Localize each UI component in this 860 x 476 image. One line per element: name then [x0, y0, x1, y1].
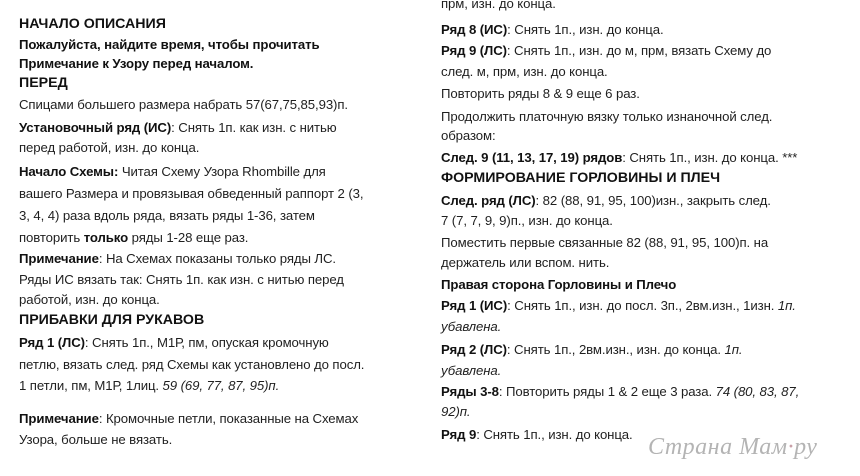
next-row-label: След. ряд (ЛС) — [441, 193, 536, 208]
next-9-rows-line — [441, 149, 797, 166]
front-heading: ПЕРЕД — [19, 75, 68, 91]
chart-line-4-emphasis: только — [83, 230, 129, 245]
chart-line-4-c: ряды 1-28 еще раз. — [128, 230, 249, 245]
next-row-line — [441, 192, 771, 209]
row-9-label: Ряд 9 (ЛС) — [441, 43, 507, 58]
chart-line-3: 3, 4, 4) раза вдоль ряда, вязать ряды 1-36, затем — [19, 208, 315, 223]
r3-8-line — [441, 383, 799, 400]
r3-8-text: : Повторить ряды 1 & 2 еще 3 раза. — [498, 384, 716, 399]
r3-8-count: 74 (80, 83, 87, — [715, 384, 800, 399]
next-9-rows-label: След. 9 (11, 13, 17, 19) рядов — [441, 150, 623, 165]
top-partial-line: прм, изн. до конца. — [441, 0, 556, 11]
row-1-line-3-a: 1 петли, пм, М1Р, 1лиц. — [19, 378, 163, 393]
hold-line-2: держатель или вспом. нить. — [441, 255, 610, 270]
note-2-label: Примечание — [19, 411, 99, 426]
setup-row-text: : Снять 1п. как изн. с нитью — [171, 120, 337, 135]
note-2-line — [19, 410, 358, 427]
r2-line-2: убавлена. — [441, 363, 502, 378]
continue-line-1: Продолжить платочную вязку только изнаночной след. — [441, 109, 773, 124]
chart-start-label: Начало Схемы: — [19, 164, 119, 179]
intro-line-1: Пожалуйста, найдите время, чтобы прочитать — [19, 37, 320, 52]
row-1-label: Ряд 1 (ЛС) — [19, 335, 85, 350]
r2-line — [441, 341, 742, 358]
note-2-text: : Кромочные петли, показанные на Схемах — [98, 411, 359, 426]
r3-8-line-2: 92)п. — [441, 404, 471, 419]
chart-start-text: Читая Схему Узора Rhombille для — [118, 164, 326, 179]
row-9-line-2: след. м, прм, изн. до конца. — [441, 64, 608, 79]
note-2-line-2: Узора, больше не вязать. — [19, 432, 173, 447]
row-1-line-3 — [19, 377, 279, 394]
r9-label: Ряд 9 — [441, 427, 477, 442]
site-watermark — [648, 434, 817, 461]
r1-text: : Снять 1п., изн. до посл. 3п., 2вм.изн., 1изн. — [507, 298, 778, 313]
r1-line-2: убавлена. — [441, 319, 502, 334]
chart-start-line — [19, 163, 326, 180]
row-8-label: Ряд 8 (ИС) — [441, 22, 508, 37]
continue-line-2: образом: — [441, 128, 496, 143]
chart-line-4-a: повторить — [19, 230, 84, 245]
row-9-text: : Снять 1п., изн. до м, прм, вязать Схему до — [506, 43, 772, 58]
intro-line-2: Примечание к Узору перед началом. — [19, 56, 254, 71]
watermark-text-a: Страна Мам — [648, 434, 788, 460]
sleeve-heading: ПРИБАВКИ ДЛЯ РУКАВОВ — [19, 312, 205, 328]
note-1-text: : На Схемах показаны только ряды ЛС. — [98, 251, 336, 266]
row-1-stitch-count: 59 (69, 77, 87, 95)п. — [162, 378, 280, 393]
hold-line-1: Поместить первые связанные 82 (88, 91, 95, 100)п. на — [441, 235, 769, 250]
r1-line — [441, 297, 796, 314]
repeat-line: Повторить ряды 8 & 9 еще 6 раз. — [441, 86, 640, 101]
r9-line — [441, 426, 633, 443]
next-row-line-2: 7 (7, 7, 9, 9)п., изн. до конца. — [441, 213, 613, 228]
r2-decrease: 1п. — [724, 342, 743, 357]
setup-row-line — [19, 119, 337, 136]
section-title: НАЧАЛО ОПИСАНИЯ — [19, 16, 166, 32]
note-1-line-3: работой, изн. до конца. — [19, 292, 160, 307]
chart-line-4 — [19, 229, 248, 246]
next-9-rows-text: : Снять 1п., изн. до конца. *** — [622, 150, 798, 165]
row-9-line — [441, 42, 771, 59]
watermark-text-b: ру — [794, 434, 818, 460]
note-1-line — [19, 250, 336, 267]
r1-decrease: 1п. — [777, 298, 796, 313]
chart-line-2: вашего Размера и провязывая обведенный раппорт 2 (3, — [19, 186, 364, 201]
r2-label: Ряд 2 (ЛС) — [441, 342, 507, 357]
note-1-label: Примечание — [19, 251, 99, 266]
row-1-line — [19, 334, 329, 351]
r1-label: Ряд 1 (ИС) — [441, 298, 508, 313]
cast-on-line: Спицами большего размера набрать 57(67,75,85,93)п. — [19, 97, 348, 112]
row-8-line — [441, 21, 664, 38]
setup-row-line-2: перед работой, изн. до конца. — [19, 140, 200, 155]
next-row-text: : 82 (88, 91, 95, 100)изн., закрыть след. — [535, 193, 771, 208]
r2-text: : Снять 1п., 2вм.изн., изн. до конца. — [506, 342, 725, 357]
right-side-heading: Правая сторона Горловины и Плечо — [441, 277, 677, 292]
row-1-text: : Снять 1п., М1Р, пм, опуская кромочную — [84, 335, 329, 350]
r9-text: : Снять 1п., изн. до конца. — [476, 427, 633, 442]
row-1-line-2: петлю, вязать след. ряд Схемы как установлено до посл. — [19, 357, 365, 372]
row-8-text: : Снять 1п., изн. до конца. — [507, 22, 664, 37]
note-1-line-2: Ряды ИС вязать так: Снять 1п. как изн. с нитью перед — [19, 272, 344, 287]
setup-row-label: Установочный ряд (ИС) — [19, 120, 172, 135]
watermark-dot: · — [787, 434, 795, 460]
r3-8-label: Ряды 3-8 — [441, 384, 499, 399]
neck-shaping-heading: ФОРМИРОВАНИЕ ГОРЛОВИНЫ И ПЛЕЧ — [441, 170, 721, 186]
